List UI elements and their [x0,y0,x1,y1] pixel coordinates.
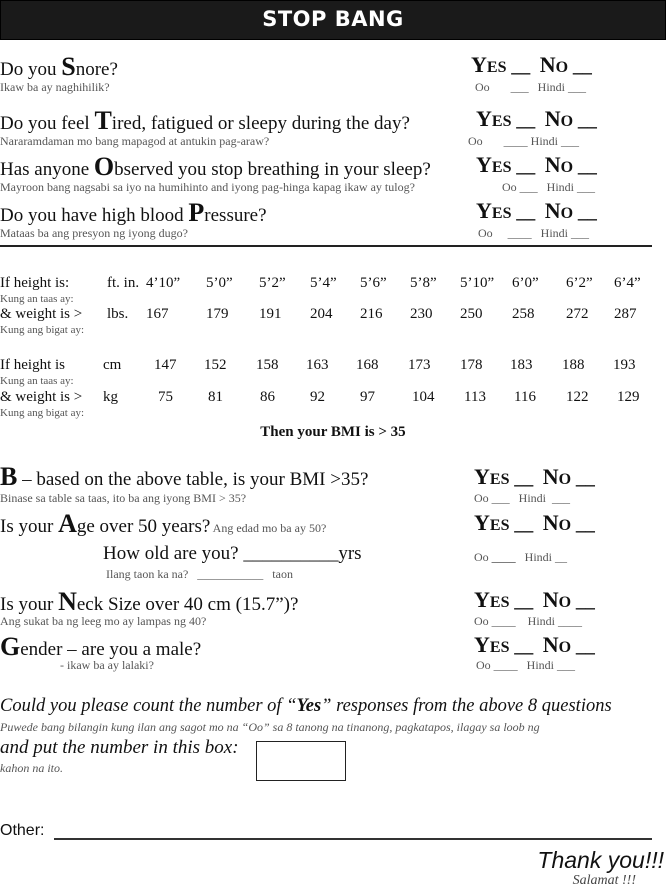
question-text: Do you [0,59,62,80]
hindi-blank[interactable]: ___ [557,658,576,672]
gender-yes-no[interactable] [474,632,595,658]
imperial-weight-cell: 167 [146,306,169,322]
metric-height-unit: cm [103,357,122,373]
question-age [0,509,326,539]
question-text: ressure? [204,205,267,226]
no-label: O [560,205,574,222]
no-label: N [542,510,559,535]
other-input-line[interactable] [54,838,652,840]
no-blank[interactable]: __ [572,56,592,77]
section-divider [0,245,652,247]
no-blank[interactable]: __ [577,202,597,223]
metric-weight-tagalog: Kung ang bigat ay: [0,407,85,419]
hindi-blank[interactable]: ___ [568,80,587,94]
yes-blank[interactable]: __ [516,110,536,131]
question-text: bserved you stop breathing in your sleep? [114,159,431,180]
bmi-oo-hindi[interactable] [474,491,570,506]
title-banner [0,0,666,40]
imperial-height-label: If height is: [0,275,70,291]
imperial-weight-cell: 258 [512,306,535,322]
yes-label: Y [474,587,490,612]
yes-label: Y [474,632,490,657]
hindi-label: Hindi [527,614,556,628]
no-label: O [560,113,574,130]
oo-blank[interactable]: ___ [491,491,510,505]
no-label: O [558,639,572,656]
imperial-weight-cell: 272 [566,306,589,322]
question-tired [0,106,410,136]
hindi-blank[interactable]: ___ [571,226,590,240]
question-observed [0,152,431,182]
no-label: N [542,632,559,657]
no-label: O [558,471,572,488]
question-text: nore? [75,59,118,80]
age-input[interactable]: __________ [243,543,339,564]
no-blank[interactable]: __ [577,156,597,177]
yes-label: ES [486,59,507,76]
imperial-height-cell: 6’0” [512,275,539,291]
acronym-letter: G [0,632,21,661]
age-yes-no[interactable] [474,510,595,536]
question-text: Has anyone [0,159,94,180]
yes-label: ES [489,639,510,656]
question-neck [0,587,298,617]
imperial-height-cell: 5’10” [460,275,495,291]
yes-label: Y [476,152,492,177]
hindi-label: Hindi [537,80,566,94]
tired-yes-no[interactable] [476,106,597,132]
acronym-letter: P [188,198,205,227]
acronym-letter: S [61,52,76,81]
yes-blank[interactable]: __ [511,56,531,77]
age-question [103,543,362,565]
yes-label: ES [491,159,512,176]
oo-blank[interactable]: ____ [491,550,516,564]
bmi-conclusion: Then your BMI is > 35 [260,424,406,440]
oo-label: Oo [474,550,489,564]
imperial-weight-tagalog: Kung ang bigat ay: [0,324,85,336]
hindi-label: Hindi [530,134,559,148]
no-label: O [558,517,572,534]
metric-weight-cell: 104 [412,389,435,405]
imperial-weight-cell: 204 [310,306,333,322]
question-text: Do you have high blood [0,205,189,226]
imperial-weight-cell: 230 [410,306,433,322]
question-bmi-tagalog: Binase sa table sa taas, ito ba ang iyong BMI > 35? [0,491,247,505]
no-blank[interactable]: __ [575,591,595,612]
oo-label: Oo [475,80,490,94]
imperial-height-cell: 5’2” [259,275,286,291]
yes-label: ES [491,113,512,130]
gender-oo-hindi[interactable] [476,658,575,673]
metric-height-cell: 158 [256,357,279,373]
metric-weight-cell: 129 [617,389,640,405]
yes-blank[interactable]: __ [514,591,534,612]
metric-height-cell: 163 [306,357,329,373]
imperial-weight-label: & weight is > [0,306,83,322]
age-oo-hindi[interactable] [474,550,567,565]
no-blank[interactable]: __ [575,468,595,489]
yes-label: ES [489,517,510,534]
metric-height-cell: 188 [562,357,585,373]
acronym-letter: B [0,462,18,491]
age-prompt: How old are you? [103,543,244,564]
no-label: O [555,59,569,76]
imperial-height-cell: 5’4” [310,275,337,291]
metric-weight-cell: 81 [208,389,223,405]
metric-weight-cell: 116 [514,389,536,405]
imperial-height-cell: 4’10” [146,275,181,291]
no-label: O [560,159,574,176]
age-tagalog-prompt: Ilang taon ka na? [106,567,189,581]
metric-height-cell: 173 [408,357,431,373]
metric-height-label: If height is [0,357,65,373]
imperial-weight-cell: 250 [460,306,483,322]
snore-yes-no[interactable] [471,52,592,78]
imperial-height-cell: 6’2” [566,275,593,291]
question-text: ender – are you a male? [20,639,202,660]
no-blank[interactable]: __ [575,636,595,657]
no-label: N [544,152,561,177]
question-gender-tagalog: - ikaw ba ay lalaki? [60,658,154,672]
salamat-text: Salamat !!! [572,873,636,888]
question-pressure-tagalog: Mataas ba ang presyon ng iyong dugo? [0,226,188,240]
yes-label: Y [476,198,492,223]
pressure-yes-no[interactable] [476,198,597,224]
hindi-label: Hindi [518,491,547,505]
oo-label: Oo [502,180,517,194]
hindi-label: Hindi [524,550,553,564]
observed-yes-no[interactable] [476,152,597,178]
metric-height-cell: 152 [204,357,227,373]
oo-label: Oo [476,658,491,672]
question-text: Do you feel [0,113,95,134]
yes-label: Y [471,52,487,77]
acronym-letter: N [58,587,77,616]
metric-height-cell: 168 [356,357,379,373]
hindi-label: Hindi [546,180,575,194]
imperial-weight-cell: 191 [259,306,282,322]
question-pressure [0,198,267,228]
neck-yes-no[interactable] [474,587,595,613]
count-instruction [0,696,612,717]
question-snore [0,52,118,82]
metric-weight-unit: kg [103,389,118,405]
thank-you-text: Thank you!!! [537,847,664,873]
question-text: ge over 50 years? [76,516,211,537]
question-observed-tagalog: Mayroon bang nagsabi sa iyo na humihinto and iyong pag-hinga kapag ikaw ay tulog? [0,180,415,194]
yes-label: Y [474,464,490,489]
yes-blank[interactable]: __ [514,636,534,657]
acronym-letter: T [94,106,112,135]
imperial-weight-cell: 216 [360,306,383,322]
oo-label: Oo [478,226,493,240]
neck-oo-hindi[interactable] [474,614,582,629]
age-tagalog-input[interactable]: ___________ [197,567,264,581]
yes-blank[interactable]: __ [516,156,536,177]
no-blank[interactable]: __ [575,514,595,535]
metric-height-cell: 178 [460,357,483,373]
question-text: Is your [0,516,59,537]
question-bmi [0,462,368,492]
age-tagalog [106,567,293,582]
metric-weight-cell: 75 [158,389,173,405]
no-label: N [544,106,561,131]
snore-oo-hindi[interactable] [475,80,586,95]
count-yes-emphasis: Yes [296,696,322,716]
metric-height-cell: 193 [613,357,636,373]
yes-label: Y [476,106,492,131]
hindi-label: Hindi [540,226,569,240]
oo-label: Oo [474,614,489,628]
acronym-letter: O [93,152,115,181]
question-tired-tagalog: Nararamdaman mo bang mapagod at antukin pag-araw? [0,134,270,148]
oo-blank[interactable]: ____ [503,134,528,148]
oo-blank[interactable]: ___ [519,180,538,194]
question-text: eck Size over 40 cm (15.7”)? [76,594,299,615]
tired-oo-hindi[interactable] [468,134,579,149]
imperial-weight-unit: lbs. [107,306,129,322]
imperial-height-cell: 5’0” [206,275,233,291]
hindi-blank[interactable]: ___ [552,491,571,505]
oo-label: Oo [474,491,489,505]
oo-blank[interactable]: ____ [491,614,516,628]
imperial-height-cell: 6’4” [614,275,641,291]
observed-oo-hindi[interactable] [502,180,595,195]
metric-weight-cell: 122 [566,389,589,405]
count-text: ” responses from the above 8 questions [321,696,612,716]
count-box-tagalog: kahon na ito. [0,761,63,775]
count-instruction-tagalog: Puwede bang bilangin kung ilan ang sagot mo na “Oo” sa 8 tanong na tinanong, pagkatapos, ilagay sa loob ng [0,720,540,734]
yes-label: Y [474,510,490,535]
no-label: O [558,594,572,611]
yes-label: ES [489,471,510,488]
no-label: N [539,52,556,77]
metric-weight-label: & weight is > [0,389,83,405]
hindi-blank[interactable]: __ [555,550,568,564]
count-box-label: and put the number in this box: [0,737,239,758]
metric-height-tagalog: Kung an taas ay: [0,375,74,387]
yes-label: ES [489,594,510,611]
hindi-blank[interactable]: ____ [558,614,583,628]
hindi-blank[interactable]: ___ [561,134,580,148]
metric-weight-cell: 113 [464,389,486,405]
no-label: N [542,587,559,612]
imperial-height-tagalog: Kung an taas ay: [0,293,74,305]
metric-weight-cell: 92 [310,389,325,405]
question-text: Is your [0,594,59,615]
other-label: Other: [0,822,45,839]
imperial-height-cell: 5’8” [410,275,437,291]
imperial-weight-cell: 179 [206,306,229,322]
bmi-yes-no[interactable] [474,464,595,490]
age-unit: yrs [338,543,362,564]
metric-weight-cell: 86 [260,389,275,405]
question-text: ired, fatigued or sleepy during the day? [111,113,410,134]
oo-label: Oo [468,134,483,148]
oo-blank[interactable]: ___ [510,80,529,94]
question-age-tagalog: Ang edad mo ba ay 50? [210,521,327,535]
yes-blank[interactable]: __ [514,514,534,535]
pressure-oo-hindi[interactable] [478,226,589,241]
question-neck-tagalog: Ang sukat ba ng leeg mo ay lampas ng 40? [0,614,207,628]
metric-height-cell: 183 [510,357,533,373]
hindi-blank[interactable]: ___ [577,180,596,194]
no-blank[interactable]: __ [577,110,597,131]
yes-count-box[interactable] [256,741,346,781]
no-label: N [544,198,561,223]
yes-blank[interactable]: __ [514,468,534,489]
imperial-height-unit: ft. in. [107,275,140,291]
question-text: – based on the above table, is your BMI >35? [17,469,369,490]
count-text: Could you please count the number of “ [0,696,297,716]
oo-blank[interactable]: ____ [507,226,532,240]
metric-height-cell: 147 [154,357,177,373]
imperial-height-cell: 5’6” [360,275,387,291]
acronym-letter: A [58,509,77,538]
age-tagalog-unit: taon [272,567,293,581]
question-snore-tagalog: Ikaw ba ay naghihilik? [0,80,110,94]
hindi-label: Hindi [526,658,555,672]
yes-blank[interactable]: __ [516,202,536,223]
no-label: N [542,464,559,489]
metric-weight-cell: 97 [360,389,375,405]
form-title: STOP BANG [262,7,404,31]
oo-blank[interactable]: ____ [493,658,518,672]
yes-label: ES [491,205,512,222]
imperial-weight-cell: 287 [614,306,637,322]
